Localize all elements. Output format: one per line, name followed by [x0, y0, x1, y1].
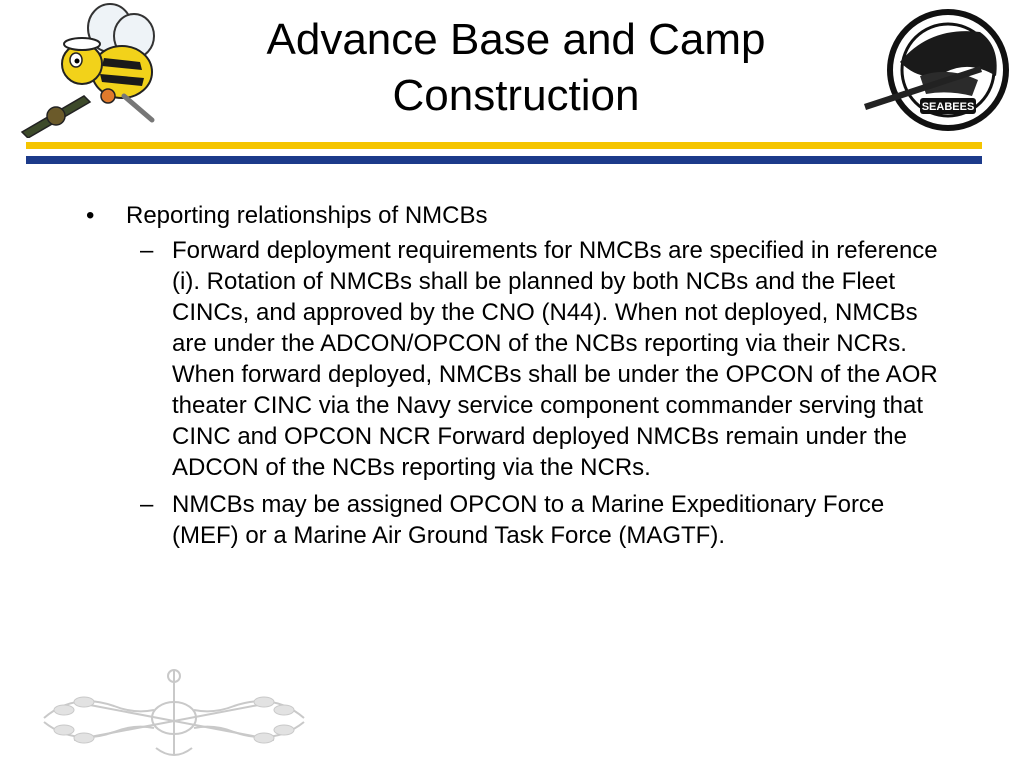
seabees-emblem-text: SEABEES [921, 101, 975, 113]
sub-bullet-marker: – [140, 491, 154, 518]
sub-bullet-text: Forward deployment requirements for NMCBs are specified in reference (i). Rotation of NMCBs shall be planned by both NCBs and the Fleet CINCs, and approved by the CNO (N44). When not deployed, NMCBs are under the ADCON/OPCON of the NCBs reporting via their NCRs. When forward deployed, NMCBs shall be under the OPCON of the AOR theater CINC via the Navy service component commander serving that CINC and OPCON NCR Forward deployed NMCBs remain under the ADCON of the NCBs reporting via the NCRs. [172, 237, 938, 481]
title-line-2: Construction [392, 71, 640, 120]
sub-bullet-item [80, 489, 950, 551]
sub-bullet-marker: – [140, 237, 154, 264]
title-line-1: Advance Base and Camp [266, 15, 766, 64]
sub-bullet-text: NMCBs may be assigned OPCON to a Marine Expeditionary Force (MEF) or a Marine Air Ground Task Force (MAGTF). [172, 491, 885, 549]
bullet-text: Reporting relationships of NMCBs [126, 202, 488, 229]
bullet-item [80, 200, 950, 231]
navy-divider [26, 156, 982, 164]
page-title [200, 12, 832, 124]
gold-divider [26, 142, 982, 149]
bee-mascot-icon [12, 0, 172, 138]
slide-body [80, 200, 950, 557]
sub-bullet-item [80, 235, 950, 483]
seabees-emblem-icon [860, 6, 1020, 134]
bullet-marker: • [86, 202, 95, 229]
seabee-insignia-icon [34, 662, 314, 762]
